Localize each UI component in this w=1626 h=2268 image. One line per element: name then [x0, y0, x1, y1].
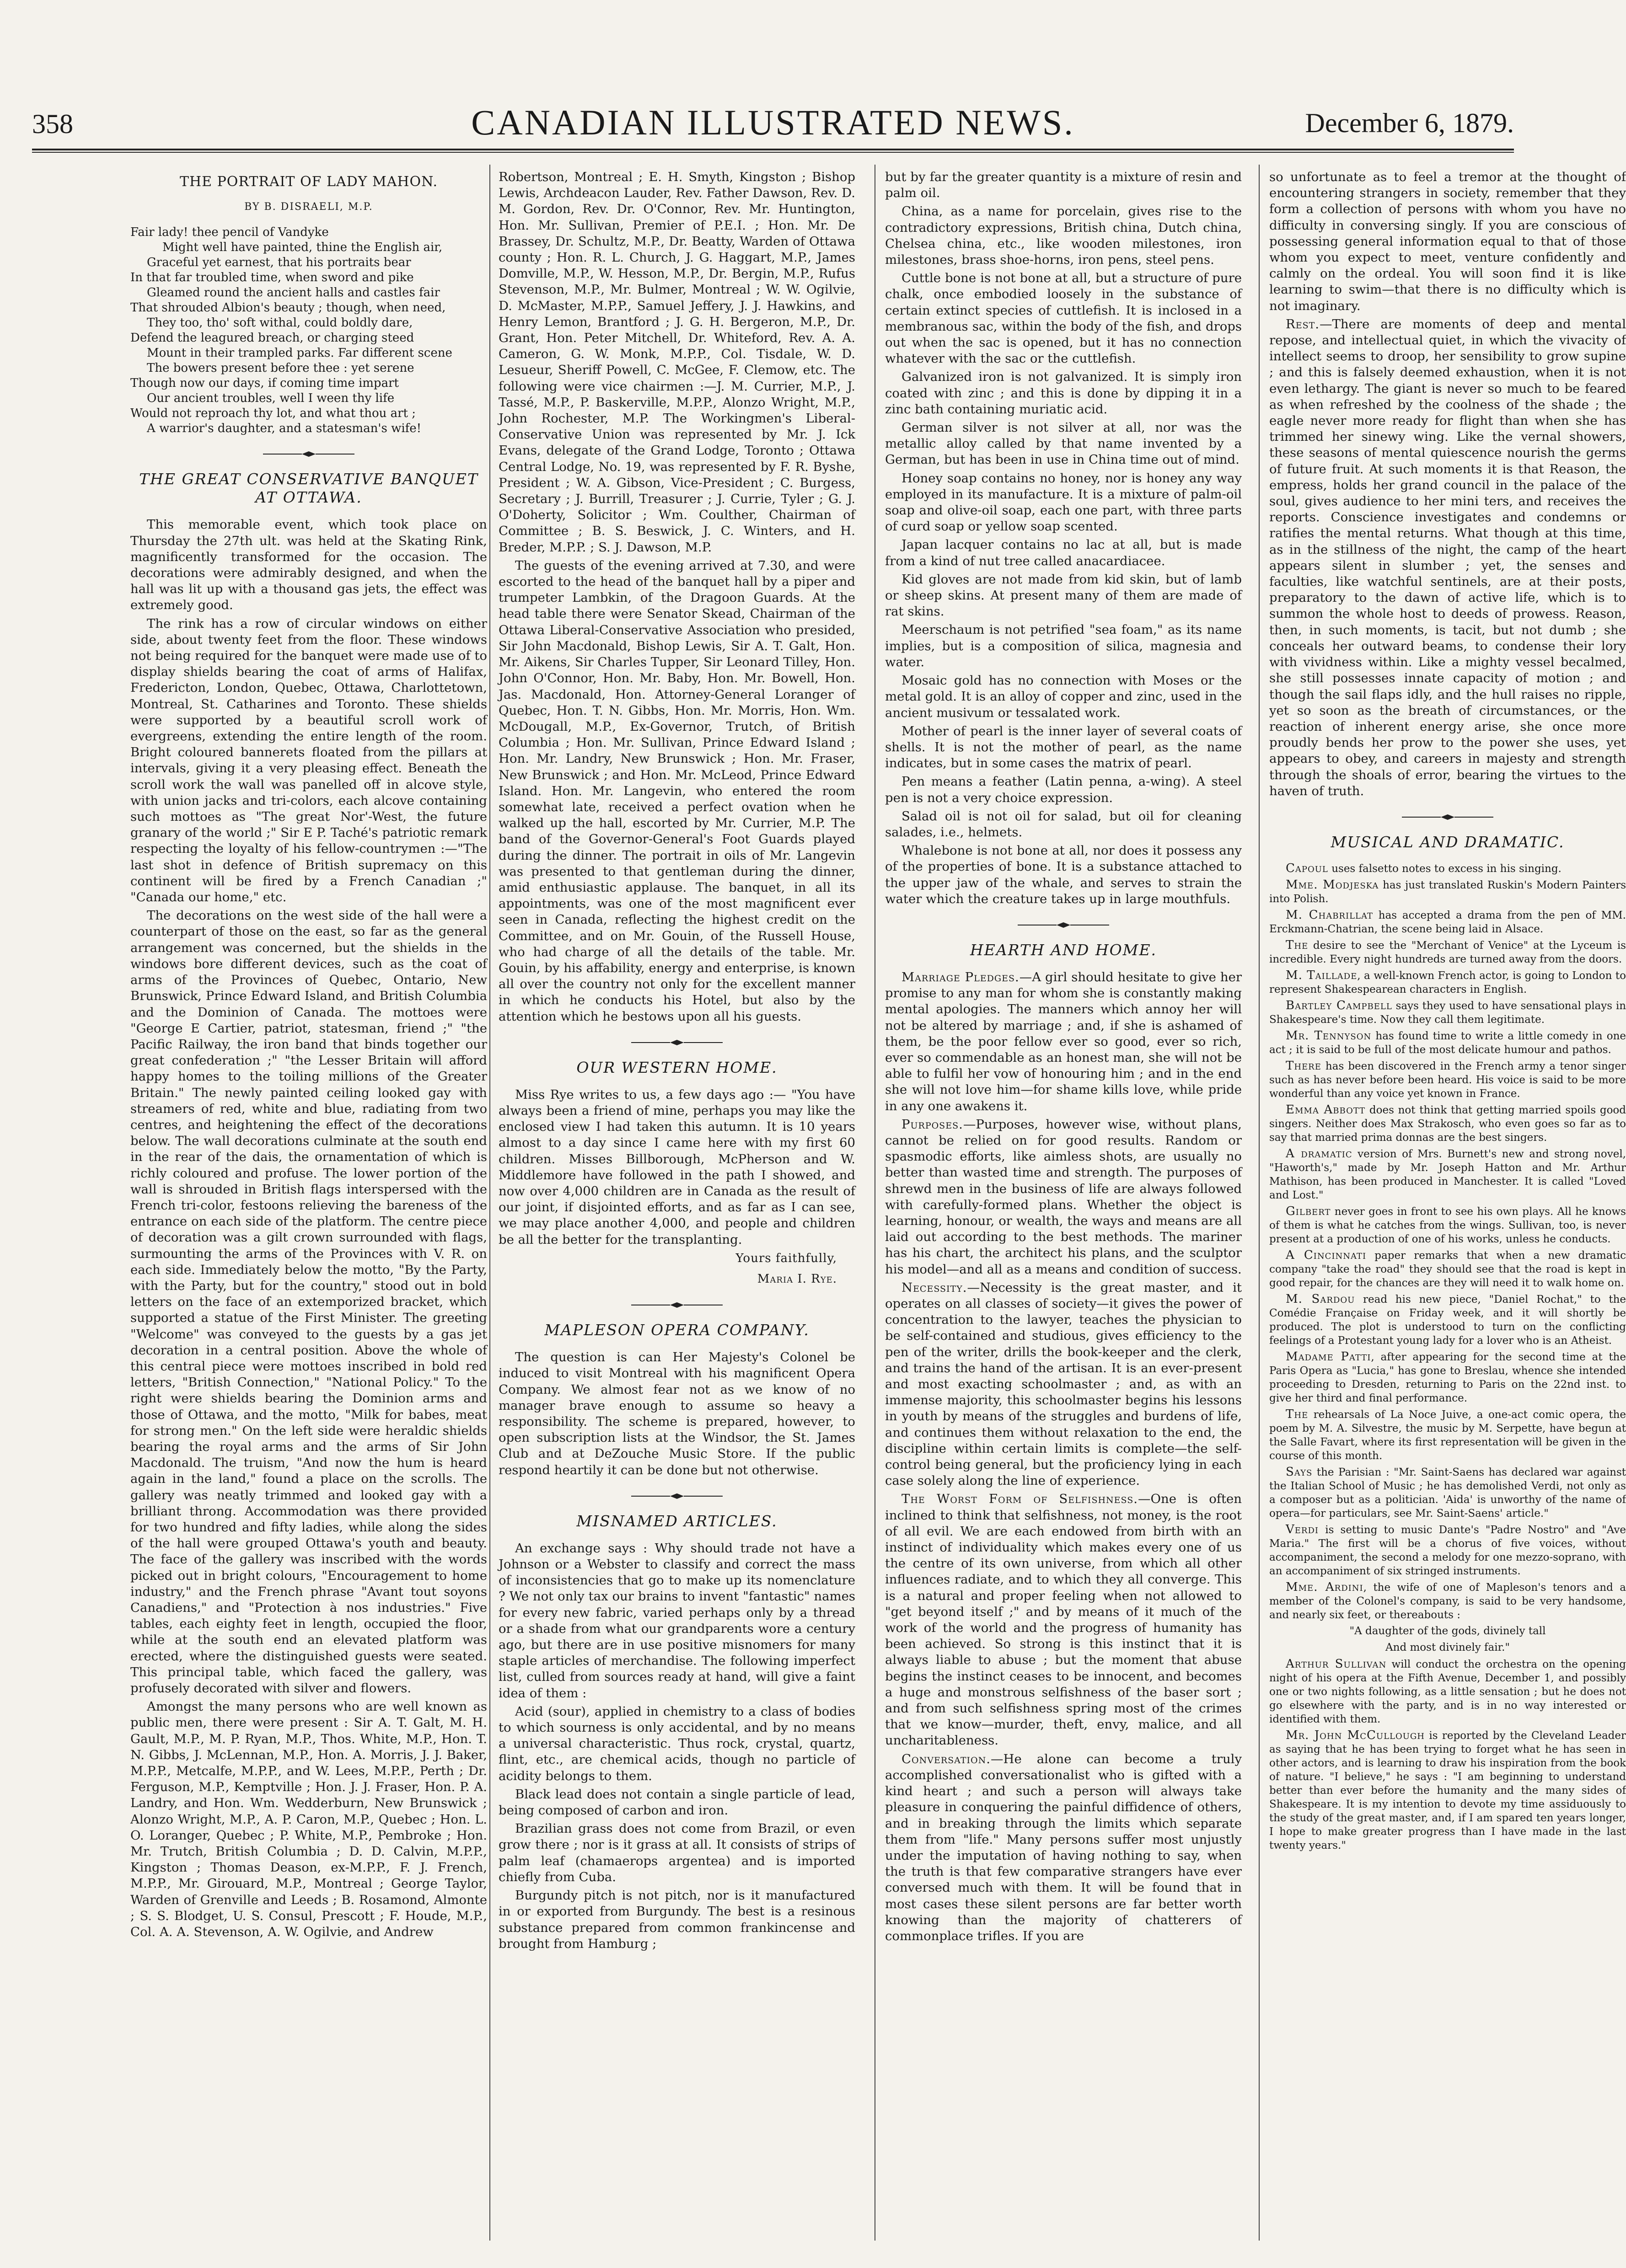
- article-byline: BY B. DISRAELI, M.P.: [244, 201, 373, 213]
- paragraph: Kid gloves are not made from kid skin, but of lamb or sheep skins. At present many of them are made of rat skins.: [885, 572, 1242, 619]
- paragraph: The decorations on the west side of the hall were a counterpart of those on the east, so far as the general arrangement was concerned, but the shields in the windows bore different devices, such as the coat of arms of the Provinces of Quebec, Ontario, New Brunswick, Prince Edward Island, and British Columbia and the Dominion of Canada. The mottoes were "George E Cartier, patriot, statesman, friend ;" "the Pacific Railway, the iron band that binds together our great confederation ;" "the Lesser Britain will afford happy homes to the toiling millions of the Greater Britain." The newly painted ceiling looked gay with streamers of red, white and blue, radiating from two centres, and heightening the effect of the decorations below. The wall decorations culminate at the south end in the rear of the dais, the ornamentation of which is richly coloured and profuse. The lower portion of the wall is shrouded in British flags interspersed with the French tri-color, festoons relieving the bareness of the entrance on each side of the platform. The centre piece of decoration was a gilt crown surrounded with flags, surmounting the arms of the Provinces with V. R. on each side. Immediately below the motto, "By the Party, with the Party, but for the country," stood out in bold letters on the face of an extemporized bracket, which supported a statue of the First Minister. The greeting "Welcome" was conveyed to the guests by a gas jet decoration in a central position. Above the whole of this central piece were mottoes inscribed in bold red letters, "British Connection," "National Policy." To the right were shields bearing the Dominion arms and those of Ottawa, and the motto, "Milk for babes, meat for strong men." On the left side were heraldic shields bearing the royal arms and the arms of Sir John Macdonald. The truism, "And now the hum is heard again in the land," found a place on the scrolls. The gallery was neatly trimmed and looked gay with a brilliant throng. Accommodation was there provided for two hundred and fifty ladies, while along the sides of the hall were grouped Ottawa's youth and beauty. The face of the gallery was inscribed with the words picked out in bright colours, "Encouragement to home industry," and the French phrase "Avant tout soyons Canadiens," and "Protection à nos industries." Five tables, each eighty feet in length, occupied the floor, while at the south end an elevated platform was erected, where the distinguished guests were seated. This principal table, which faced the gallery, was profusely decorated with silver and flowers.: [130, 908, 487, 1696]
- paragraph: [1269, 316, 1626, 799]
- news-item: [1269, 1580, 1626, 1622]
- paragraph: Robertson, Montreal ; E. H. Smyth, Kingston ; Bishop Lewis, Archdeacon Lauder, Rev. Father Dawson, Rev. D. M. Gordon, Rev. Dr. O'Connor, Rev. Mr. Huntington, Hon. Mr. Sullivan, Premier of P.E.I. ; Hon. Mr. De Brassey, Dr. Schultz, M.P., Dr. Beatty, Warden of Ottawa county ; Hon. R. L. Church, J. G. Haggart, M.P., James Domville, M.P., W. Hesson, M.P., Dr. Bergin, M.P., Rufus Stevenson, M.P., Mr. Bulmer, Montreal ; W. W. Ogilvie, D. McMaster, M.P.P., Samuel Jeffery, J. J. Hawkins, and Henry Lemon, Brantford ; J. G. H. Bergeron, M.P., Dr. Grant, Hon. Peter Mitchell, Dr. Whiteford, Rev. A. A. Cameron, G. W. Monk, M.P.P., Col. Tisdale, W. D. Lesueur, Sheriff Powell, C. McGee, F. Clemow, etc. The following were vice chairmen :—J. M. Currier, M.P., J. Tassé, M.P., P. Baskerville, M.P.P., Alonzo Wright, M.P., John Rochester, M.P. The Workingmen's Liberal-Conservative Union was represented by Mr. J. Ick Evans, delegate of the Grand Lodge, Toronto ; Ottawa Central Lodge, No. 19, was represented by F. R. Byshe, President ; W. A. Gibson, Vice-President ; C. Burgess, Secretary ; J. Burrill, Treasurer ; J. Currie, Tyler ; G. J. O'Doherty, Solicitor ; Wm. Coulther, Chairman of Committee ; B. S. Beswick, J. C. Winters, and H. Breder, M.P.P. ; S. J. Dawson, M.P.: [499, 170, 855, 555]
- item-text: , after appearing for the second time at the Paris Opera as "Lucia," has gone to Breslau, whence she intended proceeding to Dresden, returning to Paris on the 22nd inst. to give her third and final performance.: [1269, 1351, 1626, 1404]
- news-item: [1269, 1248, 1626, 1290]
- paragraph-body: —A girl should hesitate to give her promise to any man for whom she is constantly making mental apologies. The manners which annoy her will not be altered by marriage ; and, if she is ashamed of them, be the poor fellow ever so good, ever so rich, ever so commendable as an honest man, she will not be able to fulfil her vow of honouring him ; and in the end she will not love him—for shame kills love, while pride in any one awakens it.: [885, 969, 1242, 1113]
- column-1: [130, 169, 487, 2236]
- item-text: has just translated Ruskin's Modern Painters into Polish.: [1269, 879, 1626, 905]
- item-text: uses falsetto notes to excess in his singing.: [1328, 862, 1562, 875]
- paragraph: This memorable event, which took place on Thursday the 27th ult. was held at the Skating Rink, magnificently transformed for the occasion. The decorations were admirably designed, and when the hall was lit up with a thousand gas jets, the effect was extremely good.: [130, 517, 487, 613]
- item-lead: Mme. Ardini: [1286, 1580, 1363, 1594]
- paragraph: Galvanized iron is not galvanized. It is simply iron coated with zinc ; and this is done by dipping it in a zinc bath containing muriatic acid.: [885, 369, 1242, 417]
- paragraph: The question is can Her Majesty's Colonel be induced to visit Montreal with his magnificent Opera Company. We almost fear not as we know of no manager brave enough to assume so heavy a responsibility. The scheme is prepared, however, to open subscription lists at the Windsor, the St. James Club and at DeZouche Music Store. If the public respond heartily it can be done but not otherwise.: [499, 1350, 855, 1477]
- paragraph-lead: Conversation.: [902, 1751, 991, 1766]
- paragraph: The guests of the evening arrived at 7.30, and were escorted to the head of the banquet hall by a piper and trumpeter Lambkin, of the Dragoon Guards. At the head table there were Senator Skead, Chairman of the Ottawa Liberal-Conservative Association who presided, Sir John Macdonald, Bishop Lewis, Sir A. T. Galt, Hon. Mr. Aikens, Sir Charles Tupper, Sir Leonard Tilley, Hon. John O'Connor, Hon. Mr. Baby, Hon. Mr. Bowell, Hon. Jas. Macdonald, Hon. Attorney-General Loranger of Quebec, Hon. T. N. Gibbs, Hon. Mr. Morris, Hon. Wm. McDougall, M.P., Ex-Governor, Trutch, of British Columbia ; Hon. Mr. Sullivan, Prince Edward Island ; Hon. Mr. Landry, New Brunswick ; Hon. Mr. Fraser, New Brunswick ; and Hon. Mr. McLeod, Prince Edward Island. Hon. Mr. Langevin, who entered the room somewhat late, received a perfect ovation when he walked up the hall, escorted by Mr. Currier, M.P. The band of the Governor-General's Foot Guards played during the dinner. The portrait in oils of Mr. Langevin was presented to that gentleman during the dinner, amid enthusiastic applause. The banquet, in all its appointments, was one of the most magnificent ever seen in Canada, reflecting the highest credit on the Committee, and on Mr. Gouin, of the Russell House, who had charge of all the details of the table. Mr. Gouin, by his affability, energy and enterprise, is known all over the country not only for the excellent manner in which he conducts his Hotel, but also by the attention which he bestows upon all his guests.: [499, 558, 855, 1024]
- paragraph: Brazilian grass does not come from Brazil, or even grow there ; nor is it grass at all. It consists of strips of palm leaf (chamaerops argentea) and is imported chiefly from Cuba.: [499, 1821, 855, 1884]
- poem-line: Defend the leagured breach, or charging steed: [130, 331, 414, 345]
- item-text: has accepted a drama from the pen of MM. Erckmann-Chatrian, the scene being laid in Alsace.: [1269, 909, 1626, 935]
- poem-line: Fair lady! thee pencil of Vandyke: [130, 225, 329, 240]
- item-text: , a well-known French actor, is going to London to represent Shakespearean characters in English.: [1269, 969, 1626, 995]
- news-item: [1269, 1204, 1626, 1246]
- paragraph: Amongst the many persons who are well known as public men, there were present : Sir A. T. Galt, M. H. Gault, M.P., M. P. Ryan, M.P., Thos. White, M.P., Hon. T. N. Gibbs, J. McLennan, M.P., Hon. A. Morris, J. J. Baker, M.P.P., Metcalfe, M.P.P., and W. Lees, M.P.P., Perth ; Dr. Ferguson, M.P., Kemptville ; Hon. J. J. Fraser, Hon. P. A. Landry, and Hon. Wm. Wedderburn, New Brunswick ; Alonzo Wright, M.P., A. P. Caron, M.P., Quebec ; Hon. L. O. Loranger, Quebec ; P. White, M.P., Pembroke ; Hon. Mr. Trutch, British Columbia ; D. D. Calvin, M.P.P., Kingston ; Thomas Deason, ex-M.P.P., F. J. French, M.P.P., Mr. Girouard, M.P., Montreal ; George Taylor, Warden of Grenville and Leeds ; B. Rosamond, Almonte ; S. S. Blodget, U. S. Consul, Prescott ; F. Houde, M.P., Col. A. A. Stevenson, A. W. Ogilvie, and Andrew: [130, 1699, 487, 1940]
- article-title: OUR WESTERN HOME.: [576, 1058, 778, 1076]
- item-text: does not think that getting married spoils good singers. Neither does Max Strakosch, who even goes so far as to say that married prima donnas are the best singers.: [1269, 1104, 1626, 1144]
- poem-line: They too, tho' soft withal, could boldly dare,: [147, 316, 413, 330]
- item-text: is reported by the Cleveland Leader as saying that he has been trying to forget what he has seen in other actors, and is learning to draw his inspiration from the book of nature. "I believe," he says : "I am beginning to understand better than ever before the humanity and the many sides of Shakespeare. It is my intention to devote my time assiduously to the study of the great master, and, if I am spared ten years longer, I hope to make greater progress than I have made in the last twenty years.": [1269, 1729, 1626, 1851]
- paragraph: Japan lacquer contains no lac at all, but is made from a kind of nut tree called anacardiacee.: [885, 537, 1242, 568]
- poem-line: Would not reproach thy lot, and what thou art ;: [130, 407, 416, 421]
- item-text: , the wife of one of Mapleson's tenors and a member of the Colonel's company, is said to be very handsome, and nearly six feet, or thereabouts :: [1269, 1581, 1626, 1621]
- news-item: [1269, 999, 1626, 1027]
- paragraph-body: —There are moments of deep and mental repose, and intellectual quiet, in which the vivacity of intellect seems to droop, her sensibility to grow supine ; and this is falsely deemed exhaustion, when it is not even lethargy. The giant is never so much to be feared as when refreshed by the coolness of the shade ; the eagle never more ready for flight than when she has trimmed her sinewy wing. Like the vernal showers, these seasons of mental quiescence nourish the germs of future fruit. At such moments it is that Reason, the empress, holds her grand council in the palace of the soul, gives audience to her mini ters, and receives the reports. Conscience investigates and condemns or ratifies the mental returns. What though at this time, as in the stillness of the night, the camp of the heart appears silent in slumber ; yet, the senses and faculties, like watchful sentinels, are at their posts, preparatory to the dawn of active life, which is to summon the whole host to deeds of prowess. Reason, then, in such moments, is tacit, but not dumb ; she conceals her outward beams, to condense their lory with vividness within. Like a mighty vessel becalmed, she still possesses innate capacity of motion ; and though the sail flaps idly, and the hull raises no ripple, yet so soon as the breath of circumstances, or the reaction of inherent energy arise, she once more proudly bends her prow to the power she uses, yet appears to obey, and careers in majesty and strength through the shoals of error, bearing the virtues to the haven of truth.: [1269, 316, 1626, 798]
- item-text: will conduct the orchestra on the opening night of his opera at the Fifth Avenue, December 1, and possibly one or two nights following, as a little sensation ; but he does not go elsewhere with the party, and is in no way interested or identified with them.: [1269, 1658, 1626, 1725]
- ornament-divider: [627, 1038, 727, 1047]
- item-lead: Says: [1286, 1465, 1313, 1479]
- article-title: MAPLESON OPERA COMPANY.: [544, 1321, 810, 1339]
- paragraph-body: —One is often inclined to think that selfishness, not money, is the root of all evil. We are each endowed from birth with an instinct of individuality which makes every one of us the centre of its own universe, from which all other influences radiate, and to which they all converge. This is a natural and proper feeling when not allowed to "get beyond itself ;" and by means of it much of the work of the world and the progress of humanity has been achieved. So strong is this instinct that it is always liable to abuse ; but the moment that abuse begins the instinct ceases to be innocent, and becomes a huge and monstrous selfishness of the baser sort ; and from such selfishness spring most of the crimes that we know—murder, theft, envy, malice, and all uncharitableness.: [885, 1492, 1242, 1748]
- item-text: version of Mrs. Burnett's new and strong novel, "Haworth's," made by Mr. Joseph Hatton and Mr. Arthur Mathison, has been produced in Manchester. It is called "Loved and Lost.": [1269, 1148, 1626, 1201]
- music-notes: [1269, 861, 1626, 1852]
- paragraph: Meerschaum is not petrified "sea foam," as its name implies, but is a composition of silica, magnesia and water.: [885, 622, 1242, 669]
- item-lead: M. Taillade: [1286, 968, 1358, 982]
- paragraph: Cuttle bone is not bone at all, but a structure of pure chalk, once embodied loosely in the substance of certain extinct species of cuttlefish. It is inclosed in a membranous sac, within the body of the fish, and drops out when the sac is opened, but it has no connection whatever with the sac or the cuttlefish.: [885, 271, 1242, 366]
- paragraph: Mother of pearl is the inner layer of several coats of shells. It is not the mother of pearl, as the name indicates, but in some cases the matrix of pearl.: [885, 723, 1242, 771]
- ornament-divider: [627, 1301, 727, 1309]
- paragraph: An exchange says : Why should trade not have a Johnson or a Webster to classify and correct the mass of inconsistencies that go to make up its nomenclature ? We not only tax our brains to invent "fantastic" names for every new fabric, varied perhaps only by a thread or a shade from what our grandparents wore a century ago, but there are in use positive misnomers for many staple articles of merchandise. The following imperfect list, culled from sources ready at hand, will give a faint idea of them :: [499, 1541, 855, 1701]
- item-text: has been discovered in the French army a tenor singer such as has never before been heard. His voice is said to be more wonderful than any voice yet known in France.: [1269, 1060, 1626, 1100]
- news-item: [1269, 1103, 1626, 1145]
- column-divider: [489, 165, 490, 2241]
- item-lead: M. Sardou: [1286, 1292, 1355, 1306]
- quote-line: And most divinely fair.": [1385, 1641, 1510, 1653]
- news-item: [1269, 968, 1626, 996]
- poem-line: Gleamed round the ancient halls and castles fair: [147, 286, 440, 300]
- news-item: [1269, 861, 1626, 876]
- news-item: [1269, 1407, 1626, 1463]
- item-lead: Madame Patti: [1286, 1349, 1371, 1364]
- article-title: HEARTH AND HOME.: [970, 941, 1157, 959]
- item-text: read his new piece, "Daniel Rochat," to the Comédie Française on Friday week, and it will shortly be produced. The plot is understood to turn on the conflicting feelings of a Protestant young lady for a lover who is an Atheist.: [1269, 1293, 1626, 1347]
- news-item: [1269, 878, 1626, 906]
- news-item: [1269, 1657, 1626, 1726]
- paragraph: German silver is not silver at all, nor was the metallic alloy called by that name invented by a German, but has been in use in China time out of mind.: [885, 420, 1242, 467]
- column-divider: [1259, 165, 1260, 2241]
- item-lead: Bartley Campbell: [1286, 998, 1392, 1012]
- news-item: [1269, 908, 1626, 936]
- paragraph: [885, 1280, 1242, 1489]
- column-3: [885, 169, 1242, 2236]
- paragraph-lead: Rest.: [1286, 316, 1320, 332]
- paragraph: Miss Rye writes to us, a few days ago :— "You have always been a friend of mine, perhaps you may like the enclosed view I had taken this autumn. It is 10 years almost to a day since I came here with my first 60 children. Misses Billborough, McPherson and W. Middlemore have followed in the path I showed, and now over 4,000 children are in Canada as the result of our joint, if disjointed efforts, and as far as I can see, we may place another 4,000, and people and children be all the better for the transplanting.: [499, 1087, 855, 1247]
- ornament-divider: [1397, 813, 1498, 821]
- item-text: never goes in front to see his own plays. All he knows of them is what he catches from the wings. Sullivan, too, is never present at a production of one of his works, unless he conducts.: [1269, 1205, 1626, 1245]
- paragraph: [885, 1491, 1242, 1749]
- poem-line: A warrior's daughter, and a statesman's wife!: [147, 422, 422, 436]
- poem-line: Graceful yet earnest, that his portraits bear: [147, 256, 411, 270]
- paragraph-lead: Necessity.: [902, 1280, 967, 1295]
- item-lead: Mr. Tennyson: [1286, 1028, 1372, 1043]
- paragraph-body: —He alone can become a truly accomplished conversationalist who is gifted with a kind heart ; and such a person will always take pleasure in conquering the painful diffidence of others, and in breaking through the limits which separate them from "life." Many persons suffer most unjustly under the imputation of having nothing to say, when the truth is that few comparative strangers have ever conversed much with them. It will be found that in most cases these silent persons are far better worth knowing than the majority of chatterers of commonplace trifles. If you are: [885, 1751, 1242, 1943]
- paragraph: [885, 969, 1242, 1114]
- item-lead: There: [1286, 1059, 1321, 1073]
- ornament-divider: [627, 1492, 727, 1500]
- news-item: [1269, 1029, 1626, 1057]
- article-title: THE PORTRAIT OF LADY MAHON.: [179, 174, 438, 190]
- item-text: rehearsals of La Noce Juive, a one-act comic opera, the poem by M. A. Silvestre, the music by M. Serpette, have begun at the Salle Favart, where its first representation will be given in the course of this month.: [1269, 1408, 1626, 1462]
- item-lead: Verdi: [1286, 1522, 1319, 1536]
- poem-line: Our ancient troubles, well I ween thy life: [147, 391, 395, 406]
- page-header: [32, 98, 1514, 150]
- poem-line: Might well have painted, thine the English air,: [162, 241, 443, 255]
- quote-line: "A daughter of the gods, divinely tall: [1349, 1625, 1546, 1637]
- item-lead: Capoul: [1286, 861, 1328, 875]
- item-text: says they used to have sensational plays in Shakespeare's time. Now they call them legitimate.: [1269, 1000, 1626, 1026]
- item-text: desire to see the "Merchant of Venice" at the Lyceum is incredible. Every night hundreds are turned away from the doors.: [1269, 939, 1626, 965]
- poem-line: Mount in their trampled parks. Far different scene: [147, 346, 452, 360]
- paragraph: Whalebone is not bone at all, nor does it possess any of the properties of bone. It is a substance attached to the upper jaw of the whale, and serves to strain the water which the creature takes up in large mouthfuls.: [885, 843, 1242, 906]
- letter-signature: Maria I. Rye.: [757, 1272, 837, 1286]
- letter-closing: Yours faithfully,: [735, 1251, 837, 1265]
- poem-line: The bowers present before thee : yet serene: [147, 361, 414, 375]
- poem-line: That shrouded Albion's beauty ; though, when need,: [130, 301, 446, 315]
- poem-line: In that far troubled time, when sword and pike: [130, 271, 414, 285]
- news-item: [1269, 1465, 1626, 1520]
- news-item: [1269, 1292, 1626, 1348]
- item-lead: M. Chabrillat: [1286, 908, 1374, 922]
- ornament-divider: [258, 450, 359, 458]
- article-title: THE GREAT CONSERVATIVE BANQUET AT OTTAWA.: [139, 470, 478, 507]
- paragraph-lead: Purposes.: [902, 1117, 963, 1132]
- item-lead: Arthur Sullivan: [1286, 1657, 1387, 1671]
- item-lead: Emma Abbott: [1286, 1102, 1366, 1117]
- news-item: [1269, 938, 1626, 966]
- paragraph: Salad oil is not oil for salad, but oil for cleaning salades, i.e., helmets.: [885, 808, 1242, 840]
- paragraph-lead: The Worst Form of Selfishness.: [902, 1492, 1138, 1507]
- item-text: the Parisian : "Mr. Saint-Saens has declared war against the Italian School of Music ; he has demolished Verdi, not only as a composer but as a politician. 'Aida' is unworthy of the name of opera—for particulars, see Mr. Saint-Saens' article.": [1269, 1466, 1626, 1519]
- item-lead: The: [1286, 938, 1309, 952]
- page-number: 358: [32, 109, 73, 139]
- header-rule: [32, 152, 1514, 153]
- item-text: has found time to write a little comedy in one act ; it is said to be full of the most delicate humour and pathos.: [1269, 1030, 1626, 1056]
- item-lead: A dramatic: [1286, 1146, 1352, 1161]
- paragraph: China, as a name for porcelain, gives rise to the contradictory expressions, British china, Dutch china, Chelsea china, etc., like wooden milestones, iron milestones, brass shoe-horns, iron pens, steel pens.: [885, 204, 1242, 267]
- paragraph: but by far the greater quantity is a mixture of resin and palm oil.: [885, 170, 1242, 201]
- paragraph: The rink has a row of circular windows on either side, about twenty feet from the floor. These windows not being required for the banquet were made use of to display shields bearing the coat of arms of Halifax, Fredericton, London, Quebec, Ottawa, Charlottetown, Montreal, St. Catharines and Toronto. These shields were supported by a beautiful scroll work of evergreens, extending the entire length of the room. Bright coloured bannerets floated from the pillars at intervals, giving it a very pleasing effect. Beneath the scroll work the wall was panelled off in alcove style, with union jacks and tri-colors, each alcove containing such mottoes as "The great Nor'-West, the future granary of the world ;" Sir E P. Taché's patriotic remark respecting the loyalty of his fellow-countrymen :—"The last shot in defence of British supremacy on this continent will be fired by a French Canadian ;" "Canada our home," etc.: [130, 616, 487, 905]
- paragraph: [885, 1751, 1242, 1944]
- article-title: MUSICAL AND DRAMATIC.: [1331, 833, 1565, 851]
- paragraph-body: —Purposes, however wise, without plans, cannot be relied on for good results. Random or spasmodic efforts, like aimless shots, are usually no better than wasted time and strength. The purposes of shrewd men in the business of life are always followed with carefully-formed plans. Whether the object is learning, honour, or wealth, the ways and means are all laid out according to the best methods. The mariner has his chart, the architect his plans, and the sculptor his model—and all as a means and condition of success.: [885, 1117, 1242, 1277]
- paragraph-body: —Necessity is the great master, and it operates on all classes of society—it gives the power of concentration to the lawyer, teaches the physician to be self-contained and studious, gives efficiency to the pen of the writer, drills the book-keeper and the clerk, and trains the hand of the artisan. It is an ever-present and most exacting schoolmaster ; and, as with an immense majority, this schoolmaster begins his lessons in youth by means of the struggles and burdens of life, and continues them without relaxation to the end, the discipline within certain limits is complete—the self-control being general, but the proficiency lying in each case solely along the line of experience.: [885, 1280, 1242, 1488]
- paragraph-lead: Marriage Pledges.: [902, 969, 1020, 984]
- item-text: paper remarks that when a new dramatic company "take the road" they should see that the road is kept in good repair, for the chances are they will need it to walk home on.: [1269, 1249, 1626, 1289]
- paragraph: Acid (sour), applied in chemistry to a class of bodies to which sourness is only accidental, and by no means a universal characteristic. Thus rock, crystal, quartz, flint, etc., are chemical acids, though no particle of acidity belongs to them.: [499, 1704, 855, 1783]
- news-item: [1269, 1728, 1626, 1852]
- item-lead: A Cincinnati: [1286, 1248, 1367, 1262]
- issue-date: December 6, 1879.: [1305, 108, 1514, 138]
- paragraph: Black lead does not contain a single particle of lead, being composed of carbon and iron.: [499, 1787, 855, 1818]
- paragraph: so unfortunate as to feel a tremor at the thought of encountering strangers in society, remember that they form a collection of persons with whom you have no difficulty in conversing singly. If you are conscious of possessing general information equal to that of those whom you expect to meet, venture confidently and calmly on the ordeal. You will soon find it is like learning to swim—that there is no difficulty which is not imaginary.: [1269, 170, 1626, 313]
- paragraph: Mosaic gold has no connection with Moses or the metal gold. It is an alloy of copper and zinc, used in the ancient musivum or tessalated work.: [885, 673, 1242, 720]
- item-lead: The: [1286, 1407, 1309, 1421]
- item-lead: Gilbert: [1286, 1204, 1331, 1218]
- paragraph: Burgundy pitch is not pitch, nor is it manufactured in or exported from Burgundy. The best is a resinous substance prepared from common frankincense and brought from Hamburg ;: [499, 1888, 855, 1951]
- ornament-divider: [1013, 921, 1114, 929]
- article-title: MISNAMED ARTICLES.: [576, 1512, 778, 1530]
- poem-line: Though now our days, if coming time impart: [130, 376, 399, 390]
- news-item: [1269, 1523, 1626, 1578]
- paragraph: Honey soap contains no honey, nor is honey any way employed in its manufacture. It is a mixture of palm-oil soap and olive-oil soap, each one part, with three parts of curd soap or yellow soap scented.: [885, 471, 1242, 534]
- column-4: [1269, 169, 1626, 2236]
- item-text: is setting to music Dante's "Padre Nostro" and "Ave Maria." The first will be a chorus of five voices, without accompaniment, the second a melody for one mezzo-soprano, with an accompaniment of six stringed instruments.: [1269, 1524, 1626, 1577]
- poem: [130, 225, 487, 436]
- news-item: [1269, 1059, 1626, 1101]
- item-lead: Mme. Modjeska: [1286, 877, 1379, 892]
- item-lead: Mr. John McCullough: [1286, 1728, 1425, 1742]
- column-2: [499, 169, 855, 2236]
- masthead: CANADIAN ILLUSTRATED NEWS.: [471, 102, 1075, 142]
- paragraph: [885, 1117, 1242, 1278]
- news-item: [1269, 1350, 1626, 1405]
- news-item: [1269, 1147, 1626, 1202]
- paragraph: Pen means a feather (Latin penna, a-wing). A steel pen is not a very choice expression.: [885, 774, 1242, 805]
